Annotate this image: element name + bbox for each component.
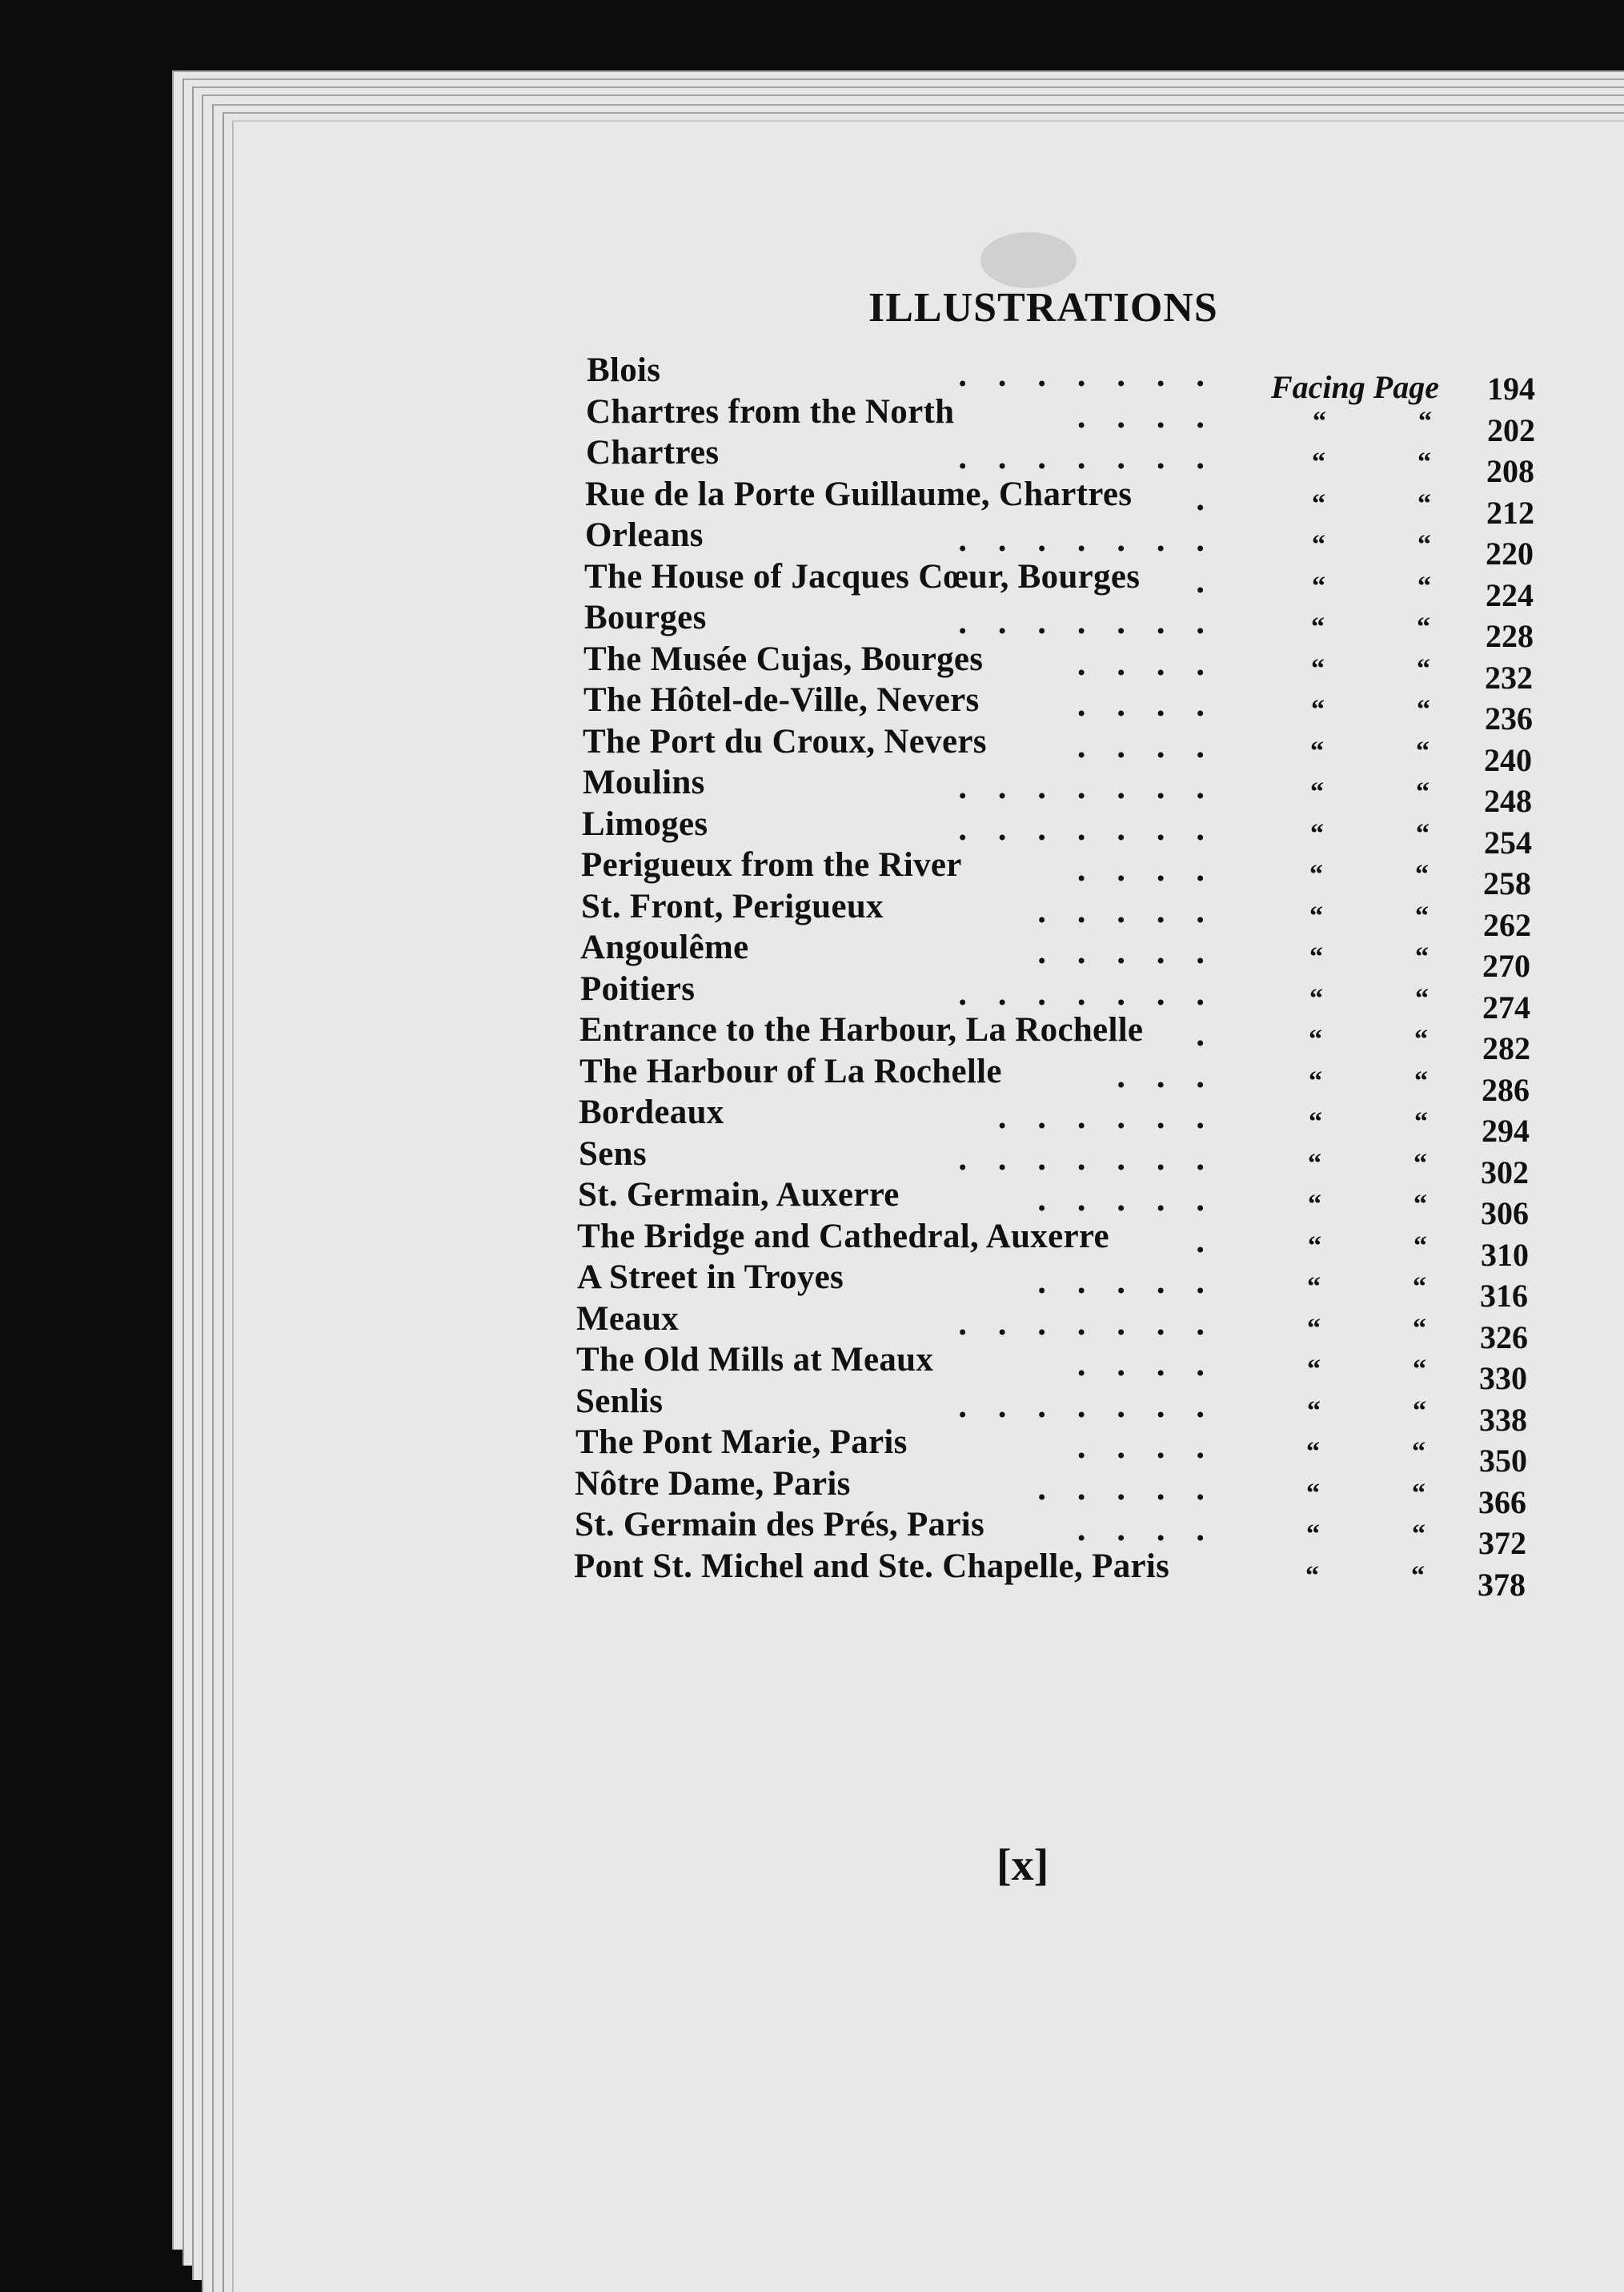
leader-dots: . . . . bbox=[1077, 728, 1205, 765]
list-item bbox=[0, 1464, 1624, 1520]
ditto-mark: “ bbox=[1309, 1066, 1322, 1096]
leader-dots: . bbox=[1196, 1222, 1205, 1260]
list-item bbox=[0, 351, 1624, 407]
list-item bbox=[0, 1382, 1624, 1438]
leader-dots: . . . . . . . bbox=[958, 604, 1205, 641]
page-number: 372 bbox=[1478, 1525, 1526, 1561]
list-item bbox=[0, 392, 1624, 448]
leader-dots: . . . . . . . bbox=[958, 1387, 1205, 1425]
illustration-title: Entrance to the Harbour, La Rochelle bbox=[579, 1011, 1144, 1049]
page-number: 254 bbox=[1484, 825, 1532, 861]
ditto-mark: “ bbox=[1308, 1149, 1321, 1178]
leader-dots: . . . . . . . bbox=[958, 356, 1205, 394]
ditto-mark: “ bbox=[1307, 1396, 1321, 1426]
list-item bbox=[0, 640, 1624, 696]
list-item bbox=[0, 845, 1624, 901]
illustration-title: Meaux bbox=[576, 1300, 680, 1338]
ditto-mark: “ bbox=[1305, 1561, 1319, 1591]
ditto-mark: “ bbox=[1307, 1272, 1321, 1302]
ditto-mark: “ bbox=[1417, 448, 1431, 477]
leader-dots: . . . . bbox=[1077, 398, 1205, 436]
ditto-mark: “ bbox=[1412, 1479, 1426, 1508]
ditto-mark: “ bbox=[1413, 1355, 1426, 1384]
ditto-mark: “ bbox=[1306, 1437, 1320, 1467]
leader-dots: . . . . . . . bbox=[958, 521, 1205, 559]
illustration-title: Chartres from the North bbox=[586, 393, 955, 431]
page-number: 262 bbox=[1483, 907, 1531, 943]
ditto-mark: “ bbox=[1412, 1437, 1426, 1467]
ditto-mark: “ bbox=[1418, 407, 1432, 436]
illustration-title: St. Germain des Prés, Paris bbox=[575, 1506, 985, 1543]
leader-dots: . . . . . . . bbox=[958, 1140, 1205, 1178]
ditto-mark: “ bbox=[1413, 1190, 1427, 1219]
illustration-title: The Old Mills at Meaux bbox=[576, 1341, 934, 1379]
page-number: 378 bbox=[1478, 1567, 1526, 1603]
page-number: 208 bbox=[1486, 453, 1534, 489]
ditto-mark: “ bbox=[1412, 1519, 1426, 1549]
list-item bbox=[0, 1258, 1624, 1314]
list-item bbox=[0, 557, 1624, 613]
ditto-mark: “ bbox=[1309, 1025, 1322, 1054]
leader-dots: . . . . bbox=[1077, 851, 1205, 889]
leader-dots: . . . . bbox=[1077, 1346, 1205, 1383]
page-number: 212 bbox=[1486, 495, 1534, 531]
list-item bbox=[0, 969, 1624, 1026]
ditto-mark: “ bbox=[1310, 777, 1324, 807]
list-item bbox=[0, 722, 1624, 778]
list-item bbox=[0, 1134, 1624, 1190]
list-item bbox=[0, 1052, 1624, 1108]
leader-dots: . . . . . . . bbox=[958, 810, 1205, 848]
leader-dots: . . . . . . . bbox=[958, 975, 1205, 1013]
list-item bbox=[0, 1505, 1624, 1561]
leader-dots: . . . . . bbox=[1037, 933, 1205, 971]
list-item bbox=[0, 1340, 1624, 1396]
list-item bbox=[0, 680, 1624, 737]
page-number: 248 bbox=[1484, 783, 1532, 819]
ditto-mark: “ bbox=[1417, 530, 1431, 560]
page-title: ILLUSTRATIONS bbox=[868, 285, 1218, 331]
leader-dots: . . . . . . . bbox=[958, 769, 1205, 806]
ditto-mark: “ bbox=[1306, 1519, 1320, 1549]
leader-dots: . bbox=[1196, 1016, 1205, 1054]
illustration-title: The Pont Marie, Paris bbox=[575, 1423, 908, 1461]
list-item bbox=[0, 887, 1624, 943]
leader-dots: . . . . bbox=[1077, 1511, 1205, 1548]
leader-dots: . bbox=[1196, 563, 1205, 600]
leader-dots: . . . . bbox=[1077, 645, 1205, 683]
page-number: 258 bbox=[1483, 865, 1531, 901]
page-number: 274 bbox=[1482, 989, 1530, 1026]
facing-page-label: Facing Page bbox=[1271, 369, 1439, 405]
list-item bbox=[0, 1093, 1624, 1149]
ditto-mark: “ bbox=[1414, 1066, 1428, 1096]
page-number: 306 bbox=[1481, 1195, 1529, 1231]
illustration-title: Sens bbox=[579, 1135, 647, 1173]
page-number: 232 bbox=[1485, 660, 1533, 696]
leader-dots: . . . . . bbox=[1037, 1181, 1205, 1218]
list-item bbox=[0, 1423, 1624, 1479]
ditto-mark: “ bbox=[1413, 1272, 1426, 1302]
ditto-mark: “ bbox=[1307, 1355, 1321, 1384]
ditto-mark: “ bbox=[1416, 819, 1430, 849]
ditto-mark: “ bbox=[1310, 819, 1324, 849]
leader-dots: . . . . . . . bbox=[958, 439, 1205, 476]
illustration-title: The Bridge and Cathedral, Auxerre bbox=[577, 1218, 1109, 1255]
illustration-title: Rue de la Porte Guillaume, Chartres bbox=[585, 476, 1133, 513]
illustration-title: Limoges bbox=[582, 805, 708, 843]
illustration-title: The Port du Croux, Nevers bbox=[583, 723, 987, 761]
illustration-title: St. Front, Perigueux bbox=[581, 888, 884, 925]
page-number: 240 bbox=[1484, 742, 1532, 778]
list-item bbox=[0, 928, 1624, 984]
ditto-mark: “ bbox=[1309, 942, 1323, 972]
illustration-title: Perigueux from the River bbox=[581, 846, 962, 884]
ditto-mark: “ bbox=[1417, 489, 1431, 519]
ditto-mark: “ bbox=[1415, 901, 1429, 931]
leader-dots: . . . . bbox=[1077, 686, 1205, 724]
page-number: 224 bbox=[1486, 577, 1534, 613]
illustration-title: The Hôtel-de-Ville, Nevers bbox=[583, 681, 980, 719]
page-number: 302 bbox=[1481, 1154, 1529, 1190]
illustration-title: Pont St. Michel and Ste. Chapelle, Paris bbox=[574, 1547, 1170, 1585]
leader-dots: . . . . . bbox=[1037, 893, 1205, 930]
ditto-mark: “ bbox=[1413, 1231, 1427, 1261]
illustration-title: Poitiers bbox=[580, 970, 696, 1008]
illustration-title: Senlis bbox=[575, 1383, 664, 1420]
page-number: 282 bbox=[1482, 1030, 1530, 1066]
ditto-mark: “ bbox=[1417, 695, 1430, 725]
ditto-mark: “ bbox=[1308, 1231, 1321, 1261]
illustration-title: The Musée Cujas, Bourges bbox=[583, 640, 984, 678]
illustration-title: A Street in Troyes bbox=[577, 1258, 844, 1296]
paper-speck bbox=[980, 232, 1077, 288]
illustration-title: Bourges bbox=[584, 599, 707, 636]
list-item bbox=[0, 598, 1624, 654]
illustration-title: Chartres bbox=[586, 434, 720, 472]
page-number: 228 bbox=[1486, 618, 1534, 654]
ditto-mark: “ bbox=[1307, 1314, 1321, 1343]
page-number: 270 bbox=[1482, 948, 1530, 984]
ditto-mark: “ bbox=[1309, 901, 1323, 931]
illustration-title: Nôtre Dame, Paris bbox=[575, 1465, 851, 1503]
page-number: 366 bbox=[1478, 1484, 1526, 1520]
list-item bbox=[0, 1299, 1624, 1355]
ditto-mark: “ bbox=[1417, 572, 1431, 601]
illustration-title: The House of Jacques Cœur, Bourges bbox=[584, 558, 1141, 596]
ditto-mark: “ bbox=[1312, 530, 1325, 560]
page-number: 326 bbox=[1480, 1319, 1528, 1355]
list-item bbox=[0, 1547, 1624, 1603]
ditto-mark: “ bbox=[1413, 1149, 1427, 1178]
list-item bbox=[0, 1010, 1624, 1066]
ditto-mark: “ bbox=[1411, 1561, 1425, 1591]
page-number: 220 bbox=[1486, 536, 1534, 572]
illustration-title: Angoulême bbox=[580, 929, 749, 966]
ditto-mark: “ bbox=[1311, 612, 1325, 642]
ditto-mark: “ bbox=[1417, 612, 1430, 642]
leader-dots: . . . . . . bbox=[997, 1098, 1205, 1136]
leader-dots: . . . . . bbox=[1037, 1263, 1205, 1301]
list-item bbox=[0, 805, 1624, 861]
ditto-mark: “ bbox=[1415, 984, 1429, 1014]
page-number: 294 bbox=[1482, 1113, 1530, 1149]
page-number: 350 bbox=[1479, 1443, 1527, 1479]
illustration-title: St. Germain, Auxerre bbox=[578, 1176, 900, 1214]
ditto-mark: “ bbox=[1309, 1107, 1322, 1137]
illustration-title: Blois bbox=[587, 351, 661, 389]
ditto-mark: “ bbox=[1415, 942, 1429, 972]
ditto-mark: “ bbox=[1311, 695, 1325, 725]
list-item bbox=[0, 433, 1624, 489]
page-number: 236 bbox=[1485, 700, 1533, 737]
page-number: 316 bbox=[1480, 1278, 1528, 1314]
list-item bbox=[0, 475, 1624, 531]
ditto-mark: “ bbox=[1413, 1396, 1426, 1426]
ditto-mark: “ bbox=[1312, 572, 1325, 601]
ditto-mark: “ bbox=[1413, 1314, 1426, 1343]
ditto-mark: “ bbox=[1414, 1107, 1428, 1137]
page-number: 194 bbox=[1487, 371, 1535, 407]
ditto-mark: “ bbox=[1312, 448, 1325, 477]
page-number: 286 bbox=[1482, 1072, 1530, 1108]
ditto-mark: “ bbox=[1416, 777, 1430, 807]
list-item bbox=[0, 1217, 1624, 1273]
leader-dots: . . . . bbox=[1077, 1428, 1205, 1466]
ditto-mark: “ bbox=[1414, 1025, 1428, 1054]
ditto-mark: “ bbox=[1416, 737, 1430, 766]
ditto-mark: “ bbox=[1308, 1190, 1321, 1219]
ditto-mark: “ bbox=[1313, 407, 1326, 436]
page-number: 338 bbox=[1479, 1402, 1527, 1438]
ditto-mark: “ bbox=[1306, 1479, 1320, 1508]
ditto-mark: “ bbox=[1417, 654, 1430, 684]
illustration-title: The Harbour of La Rochelle bbox=[579, 1053, 1002, 1090]
ditto-mark: “ bbox=[1311, 654, 1325, 684]
ditto-mark: “ bbox=[1415, 860, 1429, 889]
page-number: 310 bbox=[1481, 1237, 1529, 1273]
ditto-mark: “ bbox=[1309, 860, 1323, 889]
list-item bbox=[0, 763, 1624, 819]
list-item bbox=[0, 516, 1624, 572]
ditto-mark: “ bbox=[1312, 489, 1325, 519]
illustration-title: Bordeaux bbox=[579, 1094, 724, 1131]
leader-dots: . . . . . . . bbox=[958, 1305, 1205, 1343]
illustration-title: Orleans bbox=[585, 516, 704, 554]
list-item bbox=[0, 1175, 1624, 1231]
leader-dots: . bbox=[1196, 480, 1205, 518]
ditto-mark: “ bbox=[1309, 984, 1323, 1014]
page-number-roman: [x] bbox=[996, 1840, 1049, 1890]
leader-dots: . . . bbox=[1117, 1058, 1205, 1095]
page-number: 202 bbox=[1487, 412, 1535, 448]
leader-dots: . . . . . bbox=[1037, 1470, 1205, 1507]
illustration-title: Moulins bbox=[583, 764, 705, 801]
page-number: 330 bbox=[1479, 1360, 1527, 1396]
ditto-mark: “ bbox=[1310, 737, 1324, 766]
